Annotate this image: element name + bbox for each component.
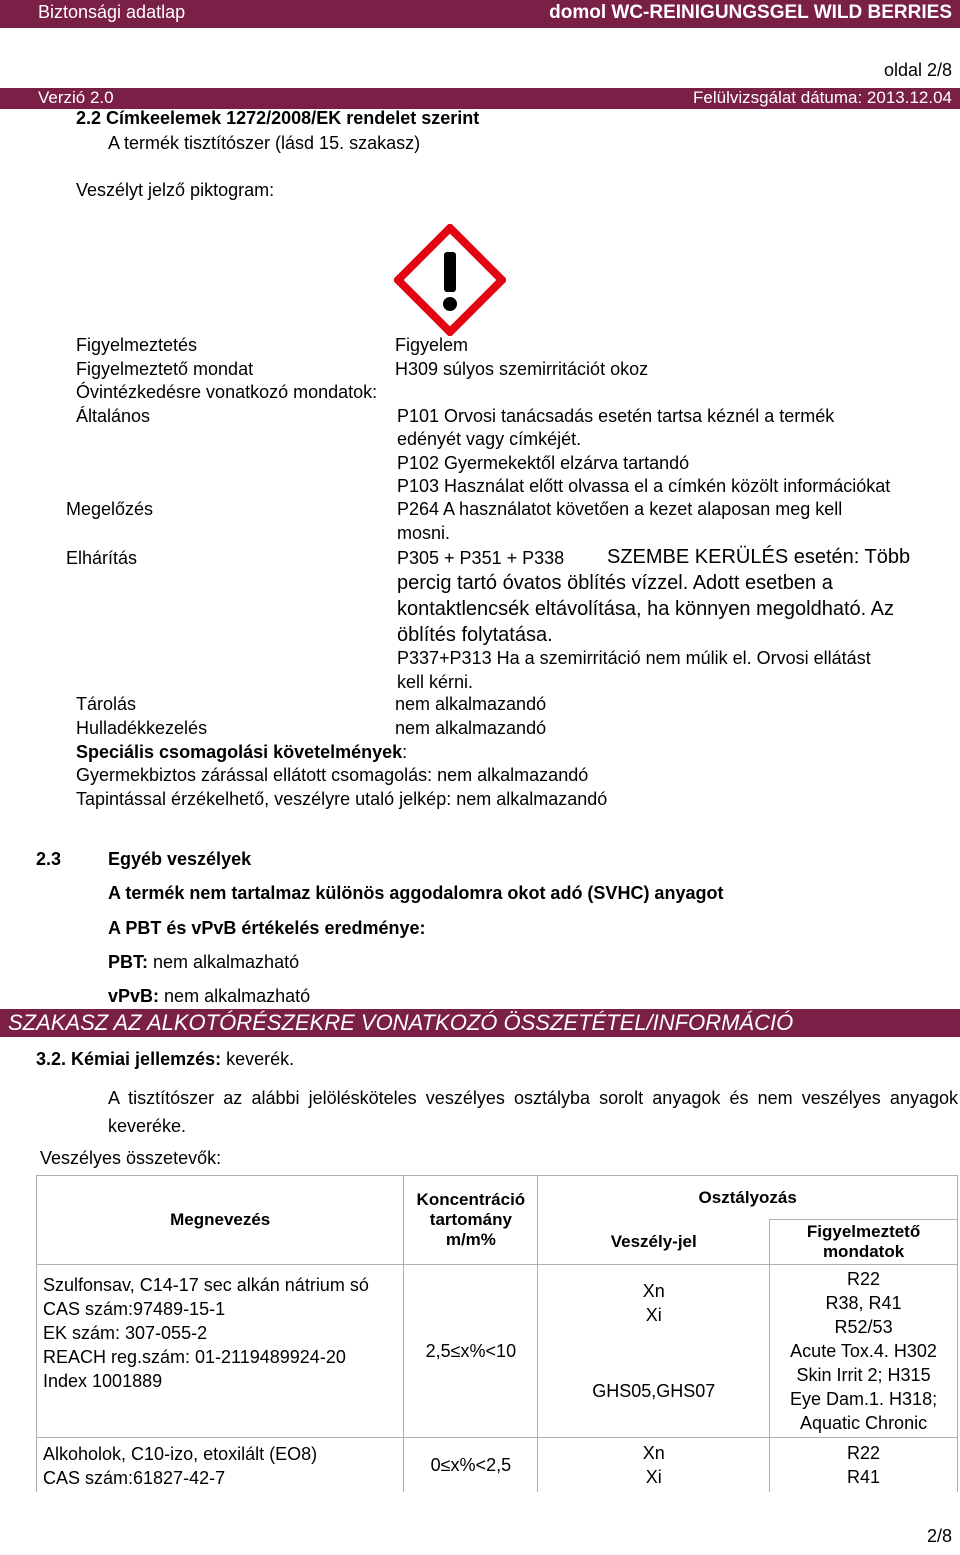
component-name-cell: [37, 1265, 404, 1438]
revision-date: Felülvizsgálat dátuma: 2013.12.04: [693, 88, 952, 107]
section-3-2-row: [36, 1049, 294, 1071]
phrase-line: R22: [847, 1443, 881, 1463]
table-row: [37, 1265, 958, 1438]
footer-page: 2/8: [926, 1526, 952, 1546]
response-line: percig tartó óvatos öblítés vízzel. Adott esetben a: [397, 572, 833, 594]
component-name-line: Alkoholok, C10-izo, etoxilált (EO8): [43, 1444, 318, 1464]
table-row: [37, 1438, 958, 1493]
phrase-line: R52/53: [834, 1317, 893, 1337]
prevention-label: Megelőzés: [66, 499, 154, 519]
section-3-bar: [0, 1009, 960, 1037]
vpvb-row: [108, 986, 310, 1008]
prevention-line: P264 A használatot követően a kezet alaposan meg kell: [397, 499, 843, 519]
symbol-line: Xn: [642, 1443, 665, 1463]
general-line: P103 Használat előtt olvassa el a címkén közölt információkat: [397, 476, 891, 496]
response-line: SZEMBE KERÜLÉS esetén: Több: [607, 546, 911, 568]
response-line: P337+P313 Ha a szemirritáció nem múlik el. Orvosi ellátást: [397, 648, 871, 668]
header-name: Megnevezés: [37, 1176, 404, 1265]
hstatement-value: H309 súlyos szemirritációt okoz: [395, 359, 649, 379]
section-3-title: SZAKASZ AZ ALKOTÓRÉSZEKRE VONATKOZÓ ÖSSZETÉTEL/INFORMÁCIÓ: [8, 1010, 794, 1035]
precaution-heading: Óvintézkedésre vonatkozó mondatok:: [76, 382, 378, 402]
phrase-line: R41: [847, 1467, 881, 1487]
response-label: Elhárítás: [66, 548, 138, 568]
component-name-line: Szulfonsav, C14-17 sec alkán nátrium só: [43, 1275, 369, 1295]
pbt-label: PBT:: [108, 952, 148, 972]
svhc-statement: A termék nem tartalmaz különös aggodalomra okot adó (SVHC) anyagot: [108, 883, 724, 903]
vpvb-value: nem alkalmazható: [164, 986, 311, 1006]
response-code: P305 + P351 + P338: [397, 548, 565, 568]
phrases-cell: [770, 1265, 958, 1438]
header-classification: Osztályozás: [538, 1176, 958, 1220]
phrase-line: Aquatic Chronic: [800, 1413, 928, 1433]
tactile-warning: Tapintással érzékelhető, veszélyre utaló jelkép: nem alkalmazandó: [76, 789, 608, 809]
disposal-value: nem alkalmazandó: [395, 718, 547, 738]
product-name: domol WC-REINIGUNGSGEL WILD BERRIES: [549, 2, 952, 23]
symbol-line: Xi: [645, 1305, 662, 1325]
pictogram-label: Veszélyt jelző piktogram:: [76, 180, 275, 200]
header-phrases: Figyelmeztető mondatok: [770, 1220, 958, 1265]
component-name-line: CAS szám:97489-15-1: [43, 1299, 226, 1319]
doc-type: Biztonsági adatlap: [38, 2, 186, 22]
component-name-line: CAS szám:61827-42-7: [43, 1468, 226, 1488]
packaging-colon: :: [402, 742, 408, 762]
section-2-3-title: Egyéb veszélyek: [108, 849, 252, 869]
general-label: Általános: [76, 406, 151, 426]
phrase-line: Skin Irrit 2; H315: [796, 1365, 931, 1385]
symbol-line: Xi: [645, 1467, 662, 1487]
components-label: Veszélyes összetevők:: [40, 1148, 222, 1168]
section-2-2-heading: 2.2 Címkeelemek 1272/2008/EK rendelet szerint: [76, 108, 480, 128]
general-line: edényét vagy címkéjét.: [397, 429, 582, 449]
phrases-cell: [770, 1438, 958, 1493]
phrase-line: Eye Dam.1. H318;: [790, 1389, 938, 1409]
table-header-row: [37, 1176, 958, 1220]
packaging-heading-row: [76, 742, 407, 764]
storage-value: nem alkalmazandó: [395, 694, 547, 714]
pbt-row: [108, 952, 299, 974]
symbol-cell: [538, 1265, 770, 1438]
header-bar: [0, 0, 960, 28]
storage-label: Tárolás: [76, 694, 137, 714]
component-name-line: REACH reg.szám: 01-2119489924-20: [43, 1347, 346, 1367]
disposal-label: Hulladékkezelés: [76, 718, 208, 738]
concentration-cell: 2,5≤x%<10: [404, 1265, 538, 1438]
hstatement-label: Figyelmeztető mondat: [76, 359, 254, 379]
hazard-table: [36, 1175, 958, 1492]
version-bar: [0, 88, 960, 109]
component-name-line: EK szám: 307-055-2: [43, 1323, 208, 1343]
vpvb-label: vPvB:: [108, 986, 160, 1006]
component-name-cell: [37, 1438, 404, 1493]
general-line: P102 Gyermekektől elzárva tartandó: [397, 453, 690, 473]
section-3-2-label: 3.2. Kémiai jellemzés:: [36, 1049, 222, 1069]
phrase-line: R22: [847, 1269, 881, 1289]
section-3-2-value: keverék.: [226, 1049, 295, 1069]
response-line: kell kérni.: [397, 672, 474, 692]
general-line: P101 Orvosi tanácsadás esetén tartsa kéznél a termék: [397, 406, 835, 426]
ghs07-exclamation-icon: [394, 224, 506, 336]
pbt-heading: A PBT és vPvB értékelés eredménye:: [108, 918, 426, 938]
prevention-line: mosni.: [397, 523, 451, 543]
symbol-line: Xn: [642, 1281, 665, 1301]
page-indicator: oldal 2/8: [883, 60, 952, 80]
symbol-cell: [538, 1438, 770, 1493]
header-symbol: Veszély-jel: [538, 1220, 770, 1265]
component-name-line: Index 1001889: [43, 1371, 163, 1391]
version: Verzió 2.0: [38, 88, 114, 107]
mixture-description: A tisztítószer az alábbi jelölésköteles veszélyes osztályba sorolt anyagok és nem veszélyes anyagok keveréke.: [108, 1088, 958, 1136]
response-line: kontaktlencsék eltávolítása, ha könnyen megoldható. Az: [397, 598, 894, 620]
child-closure: Gyermekbiztos zárással ellátott csomagolás: nem alkalmazandó: [76, 765, 589, 785]
warning-value: Figyelem: [395, 335, 469, 355]
header-concentration: Koncentráció tartomány m/m%: [404, 1176, 538, 1265]
pbt-value: nem alkalmazható: [153, 952, 300, 972]
response-line: öblítés folytatása.: [397, 624, 553, 646]
phrase-line: R38, R41: [825, 1293, 902, 1313]
concentration-cell: 0≤x%<2,5: [404, 1438, 538, 1493]
section-2-2-sub: A termék tisztítószer (lásd 15. szakasz): [108, 133, 421, 153]
packaging-heading: Speciális csomagolási követelmények: [76, 742, 403, 762]
phrase-line: Acute Tox.4. H302: [790, 1341, 937, 1361]
ghs-codes: GHS05,GHS07: [592, 1381, 716, 1401]
section-2-3-number: 2.3: [36, 849, 62, 869]
warning-label: Figyelmeztetés: [76, 335, 198, 355]
